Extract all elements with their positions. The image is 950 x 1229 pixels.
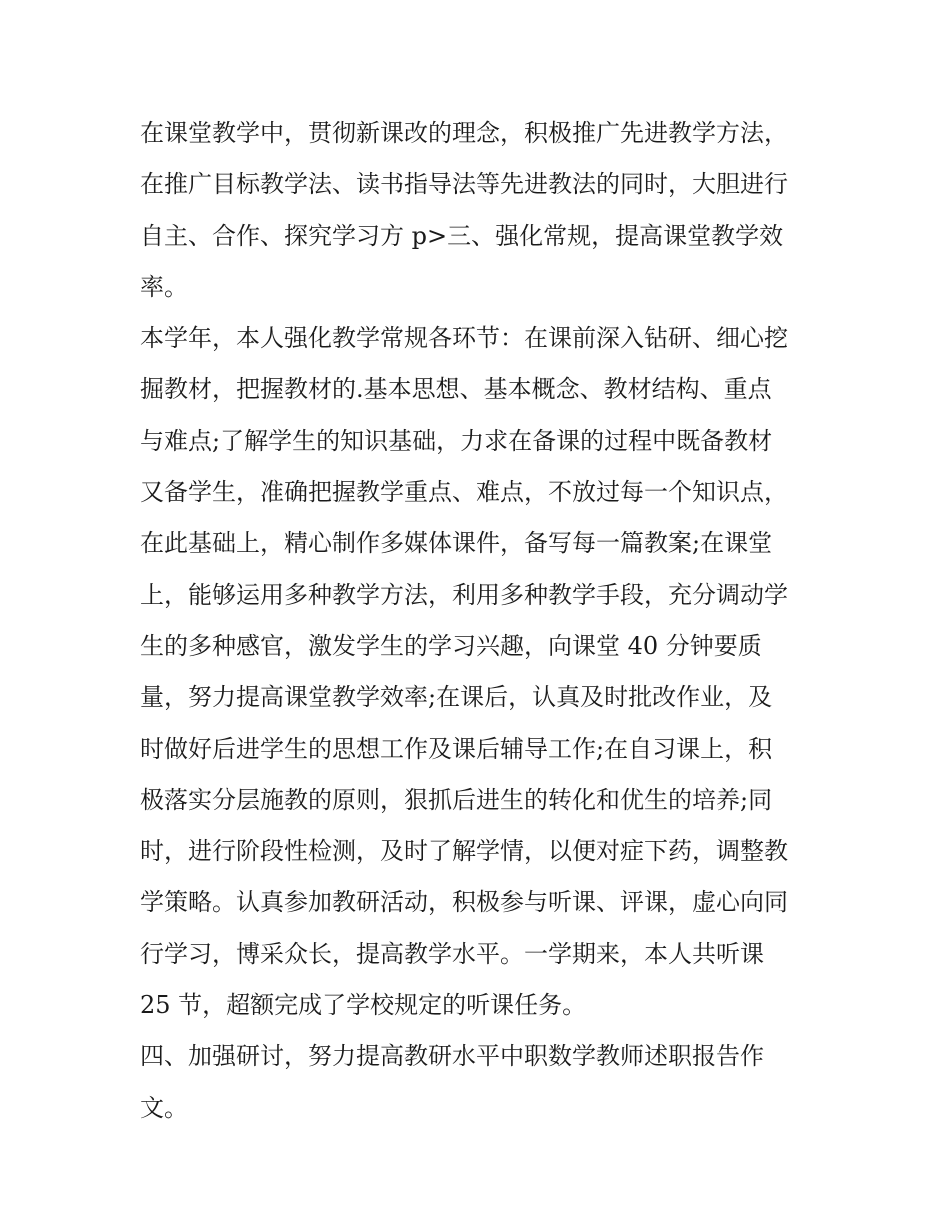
text-line: 上，能够运用多种教学方法，利用多种教学手段，充分调动学 [140,580,788,609]
text-line: 量，努力提高课堂教学效率;在课后，认真及时批改作业，及 [140,683,773,712]
text-line: 掘教材，把握教材的.基本思想、基本概念、教材结构、重点 [140,375,772,404]
text-line: 极落实分层施教的原则，狠抓后进生的转化和优生的培养;同 [140,785,773,814]
text-line: 时做好后进学生的思想工作及课后辅导工作;在自习课上，积 [140,734,773,763]
text-line: 率。 [140,272,188,301]
text-line: 在此基础上，精心制作多媒体课件，备写每一篇教案;在课堂 [140,529,773,558]
text-line: 又备学生，准确把握教学重点、难点，不放过每一个知识点， [140,478,788,507]
text-line: 在推广目标教学法、读书指导法等先进教法的同时，大胆进行 [140,170,788,199]
text-line: 本学年，本人强化教学常规各环节：在课前深入钻研、细心挖 [140,324,788,353]
text-line: 文。 [140,1093,188,1122]
text-line: 25 节，超额完成了学校规定的听课任务。 [140,991,587,1020]
text-line: 与难点;了解学生的知识基础，力求在备课的过程中既备教材 [140,426,773,455]
text-line: 四、加强研讨，努力提高教研水平中职数学教师述职报告作 [140,1042,764,1071]
text-line: 生的多种感官，激发学生的学习兴趣，向课堂 40 分钟要质 [140,631,762,660]
text-line: 在课堂教学中，贯彻新课改的理念，积极推广先进教学方法， [140,119,788,147]
text-line: 时，进行阶段性检测，及时了解学情，以便对症下药，调整教 [140,837,788,866]
text-line: 行学习，博采众长，提高教学水平。一学期来，本人共听课 [140,939,764,968]
text-line: 自主、合作、探究学习方 p>三、强化常规，提高课堂教学效 [140,221,784,250]
body-text [140,108,830,1134]
text-line: 学策略。认真参加教研活动，积极参与听课、评课，虚心向同 [140,888,788,917]
